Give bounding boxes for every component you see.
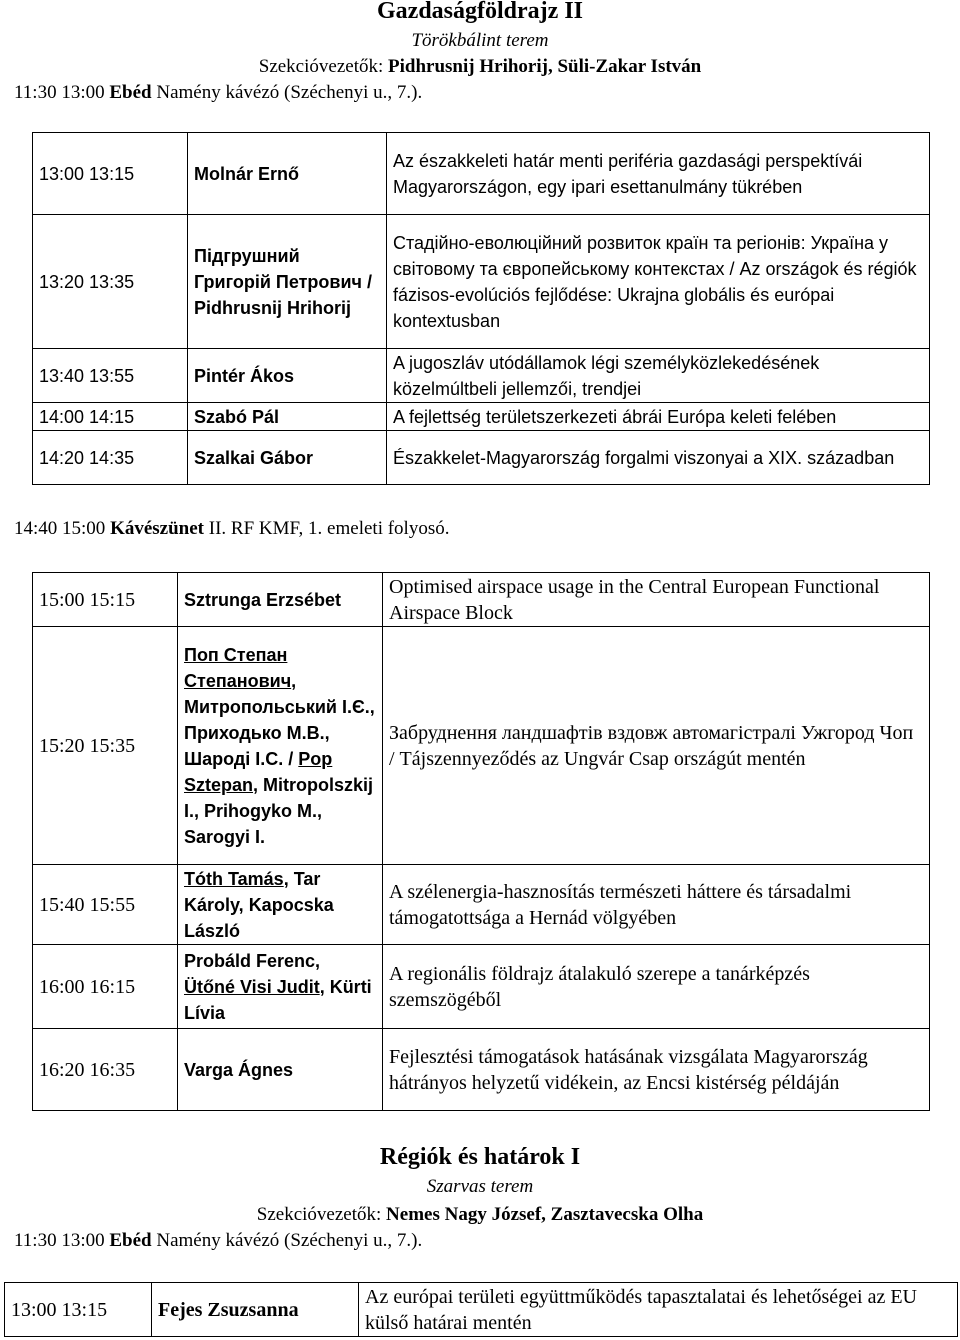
speaker-cell: Molnár Ernő	[188, 133, 387, 215]
section-chairs-2: Szekcióvezetők: Nemes Nagy József, Zasztavecska Olha	[256, 1204, 704, 1225]
lunch-line-2: 11:30 13:00 Ebéd Namény kávézó (Széchenyi u., 7.).	[14, 1230, 423, 1251]
table-row	[33, 865, 930, 945]
speaker-cell: Szabó Pál	[188, 403, 387, 431]
title-cell: Északkelet-Magyarország forgalmi viszonyai a XIX. században	[387, 431, 930, 485]
speaker-cell: Szalkai Gábor	[188, 431, 387, 485]
table-row	[33, 573, 930, 627]
time-cell: 14:20 14:35	[33, 431, 188, 485]
speaker-cell: Sztrunga Erzsébet	[178, 573, 383, 627]
title-cell: A jugoszláv utódállamok légi személyközlekedésének közelmúltbeli jellemzői, trendjei	[387, 349, 930, 403]
title-cell: A fejlettség területszerkezeti ábrái Európa keleti felében	[387, 403, 930, 431]
room-name: Törökbálint terem	[411, 30, 549, 51]
speaker-cell: Поп Степан Степанович, Митропольський І.Є., Приходько М.В., Шароді І.С. / Pop Sztepan, Mitropolszkij I., Prihogyko M., Sarogyi I.	[178, 627, 383, 865]
schedule-table-1	[32, 132, 930, 485]
title-cell: Az európai területi együttműködés tapasztalatai és lehetőségei az EU külső határai mentén	[359, 1283, 958, 1337]
schedule-table-2	[32, 572, 930, 1111]
time-cell: 15:00 15:15	[33, 573, 178, 627]
speaker-cell: Varga Ágnes	[178, 1029, 383, 1111]
room-name-2: Szarvas terem	[426, 1176, 534, 1197]
time-cell: 14:00 14:15	[33, 403, 188, 431]
table-row	[33, 627, 930, 865]
title-cell: Стадійно-еволюційний розвиток країн та регіонів: Україна у світовому та європейському контекстах / Az országok és régiók fázisos-evolúciós fejlődése: Ukrajna globális és európai kontextusban	[387, 215, 930, 349]
table-row	[33, 431, 930, 485]
speaker-cell: Probáld Ferenc, Ütőné Visi Judit, Kürti Lívia	[178, 945, 383, 1029]
table-row	[33, 403, 930, 431]
time-cell: 13:20 13:35	[33, 215, 188, 349]
time-cell: 16:20 16:35	[33, 1029, 178, 1111]
title-cell: Az északkeleti határ menti periféria gazdasági perspektívái Magyarországon, egy ipari esettanulmány tükrében	[387, 133, 930, 215]
title-cell: A regionális földrajz átalakuló szerepe a tanárképzés szemszögéből	[383, 945, 930, 1029]
table-row	[33, 349, 930, 403]
title-cell: Fejlesztési támogatások hatásának vizsgálata Magyarország hátrányos helyzetű vidékein, az Encsi kistérség példáján	[383, 1029, 930, 1111]
time-cell: 13:00 13:15	[33, 133, 188, 215]
title-cell: A szélenergia-hasznosítás természeti háttere és társadalmi támogatottsága a Hernád völgyében	[383, 865, 930, 945]
coffee-break-line: 14:40 15:00 Kávészünet II. RF KMF, 1. emeleti folyosó.	[14, 518, 450, 539]
title-cell: Забруднення ландшафтів вздовж автомагістралі Ужгород Чоп / Tájszennyeződés az Ungvár Csap országút mentén	[383, 627, 930, 865]
speaker-cell: Tóth Tamás, Tar Károly, Kapocska László	[178, 865, 383, 945]
speaker-cell: Fejes Zsuzsanna	[152, 1283, 359, 1337]
table-row	[33, 1029, 930, 1111]
table-row	[33, 215, 930, 349]
time-cell: 15:40 15:55	[33, 865, 178, 945]
lunch-line: 11:30 13:00 Ebéd Namény kávézó (Széchenyi u., 7.).	[14, 82, 423, 103]
speaker-cell: Підгрушний Григорій Петрович / Pidhrusnij Hrihorij	[188, 215, 387, 349]
section-title: Gazdaságföldrajz II	[377, 0, 583, 24]
time-cell: 13:40 13:55	[33, 349, 188, 403]
section-title-2: Régiók és határok I	[379, 1144, 581, 1170]
time-cell: 15:20 15:35	[33, 627, 178, 865]
table-row	[33, 133, 930, 215]
time-cell: 16:00 16:15	[33, 945, 178, 1029]
speaker-cell: Pintér Ákos	[188, 349, 387, 403]
title-cell: Optimised airspace usage in the Central European Functional Airspace Block	[383, 573, 930, 627]
section-chairs: Szekcióvezetők: Pidhrusnij Hrihorij, Süli-Zakar István	[258, 56, 702, 77]
schedule-table-3	[4, 1282, 958, 1337]
table-row	[33, 945, 930, 1029]
table-row	[5, 1283, 958, 1337]
time-cell: 13:00 13:15	[5, 1283, 152, 1337]
